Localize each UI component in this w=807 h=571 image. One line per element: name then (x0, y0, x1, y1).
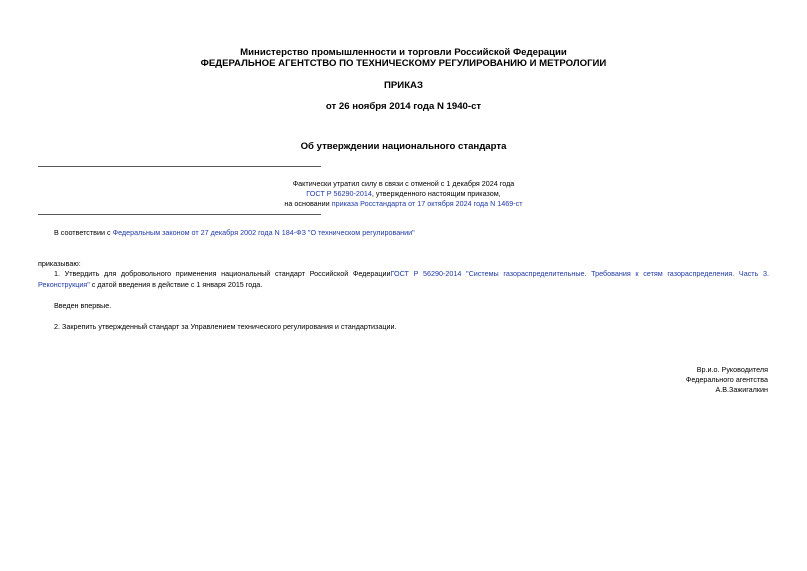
intro-paragraph (54, 227, 769, 238)
signature-position: Вр.и.о. Руководителя (696, 365, 768, 374)
item-1-text: 1. Утвердить для добровольного применения национальный стандарт Российской Федерации (54, 269, 391, 278)
orders-word: приказываю: (38, 259, 81, 268)
status-note-line-1: Фактически утратил силу в связи с отменой с 1 декабря 2024 года (292, 179, 515, 188)
item-1-paragraph (38, 268, 769, 290)
separator-bottom (38, 214, 321, 215)
rosstandart-order-link[interactable]: приказа Росстандарта от 17 октября 2024 года N 1469-ст (331, 199, 523, 208)
gost-standard-link[interactable]: ГОСТ Р 56290-2014 "Системы газораспределительные. Требования к сетям газораспределения. Часть 3. Реконструкция" (38, 269, 769, 289)
doc-subject: Об утверждении национального стандарта (300, 141, 507, 152)
status-note-line-3 (0, 199, 807, 209)
item-2-paragraph: 2. Закрепить утвержденный стандарт за Управлением технического регулирования и стандартизации. (54, 322, 397, 331)
introduced-note: Введен впервые. (54, 301, 112, 310)
gost-link[interactable]: ГОСТ Р 56290-2014 (306, 189, 372, 198)
agency-title: ФЕДЕРАЛЬНОЕ АГЕНТСТВО ПО ТЕХНИЧЕСКОМУ РЕГУЛИРОВАНИЮ И МЕТРОЛОГИИ (200, 58, 607, 69)
signature-name: А.В.Зажигалкин (715, 385, 768, 394)
status-note-line-2 (0, 189, 807, 199)
doc-type: ПРИКАЗ (384, 80, 423, 91)
separator-top (38, 166, 321, 167)
intro-text: В соответствии с (54, 228, 113, 237)
federal-law-link[interactable]: Федеральным законом от 27 декабря 2002 года N 184-ФЗ "О техническом регулировании" (112, 228, 415, 237)
signature-agency: Федерального агентства (685, 375, 768, 384)
ministry-title: Министерство промышленности и торговли Российской Федерации (240, 47, 567, 58)
status-note-line-3-text: на основании (284, 199, 332, 208)
doc-date: от 26 ноября 2014 года N 1940-ст (325, 101, 482, 112)
item-1-suffix: с датой введения в действие с 1 января 2015 года. (89, 280, 263, 289)
status-note-line-2-text: , утвержденного настоящим приказом, (371, 189, 501, 198)
